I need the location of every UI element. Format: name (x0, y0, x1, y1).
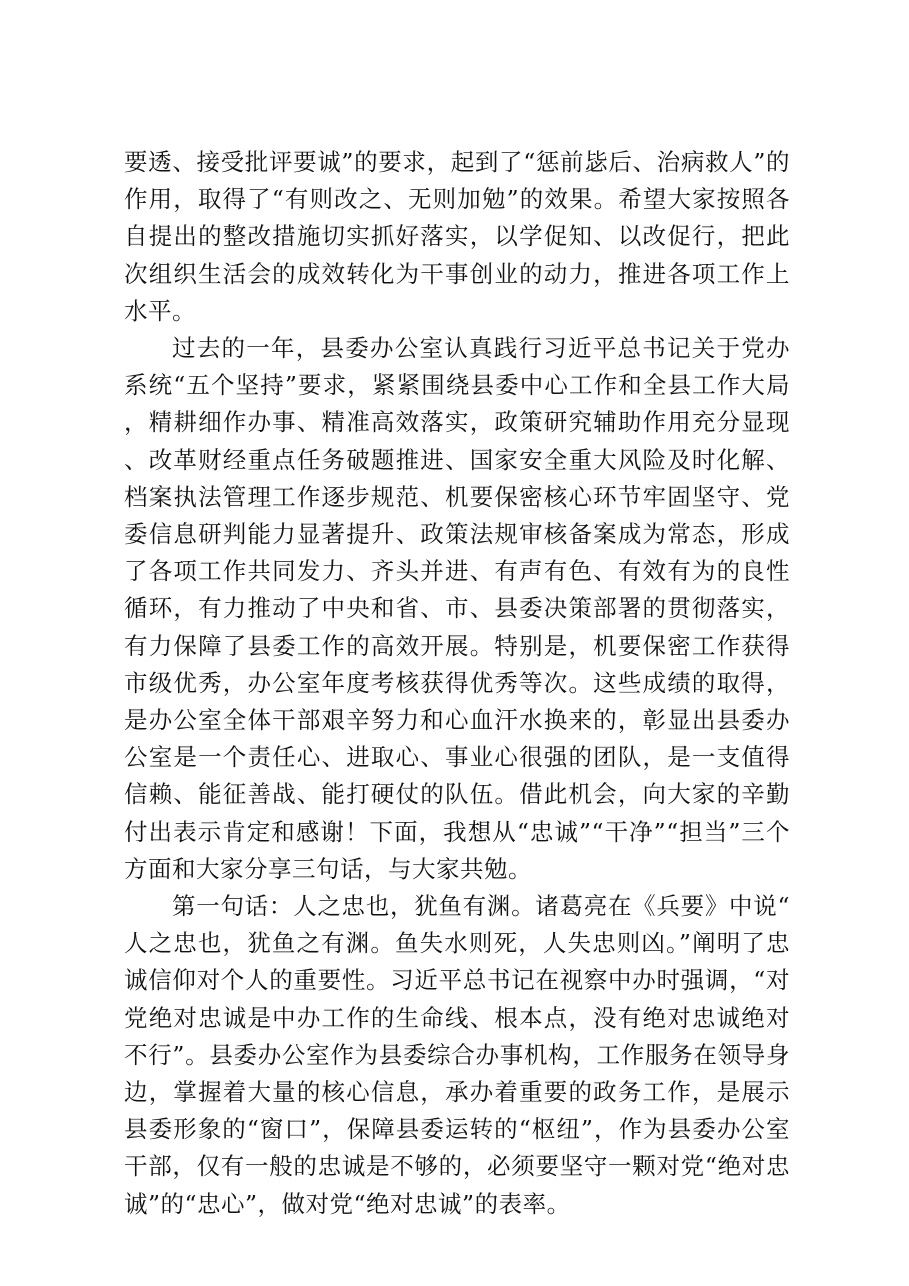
paragraph-2: 过去的一年，县委办公室认真践行习近平总书记关于党办系统“五个坚持”要求，紧紧围绕县委中心工作和全县工作大局，精耕细作办事、精准高效落实，政策研究辅助作用充分显现、改革财经重点任务破题推进、国家安全重大风险及时化解、档案执法管理工作逐步规范、机要保密核心环节牢固坚守、党委信息研判能力显著提升、政策法规审核备案成为常态，形成了各项工作共同发力、齐头并进、有声有色、有效有为的良性循环，有力推动了中央和省、市、县委决策部署的贯彻落实，有力保障了县委工作的高效开展。特别是，机要保密工作获得市级优秀，办公室年度考核获得优秀等次。这些成绩的取得，是办公室全体干部艰辛努力和心血汗水换来的，彰显出县委办公室是一个责任心、进取心、事业心很强的团队，是一支值得信赖、能征善战、能打硬仗的队伍。借此机会，向大家的辛勤付出表示肯定和感谢！下面，我想从“忠诚”“干净”“担当”三个方面和大家分享三句话，与大家共勉。 (124, 334, 790, 883)
paragraph-3: 第一句话：人之忠也，犹鱼有渊。诸葛亮在《兵要》中说“人之忠也，犹鱼之有渊。鱼失水则死，人失忠则凶。”阐明了忠诚信仰对个人的重要性。习近平总书记在视察中办时强调，“对党绝对忠诚是中办工作的生命线、根本点，没有绝对忠诚绝对不行”。县委办公室作为县委综合办事机构，工作服务在领导身边，掌握着大量的核心信息，承办着重要的政务工作，是展示县委形象的“窗口”，保障县委运转的“枢纽”，作为县委办公室干部，仅有一般的忠诚是不够的，必须要坚守一颗对党“绝对忠诚”的“忠心”，做对党“绝对忠诚”的表率。 (124, 892, 790, 1218)
document-body (124, 144, 790, 1223)
paragraph-1: 要透、接受批评要诚”的要求，起到了“惩前毖后、治病救人”的作用，取得了“有则改之、无则加勉”的效果。希望大家按照各自提出的整改措施切实抓好落实，以学促知、以改促行，把此次组织生活会的成效转化为干事创业的动力，推进各项工作上水平。 (124, 148, 790, 325)
